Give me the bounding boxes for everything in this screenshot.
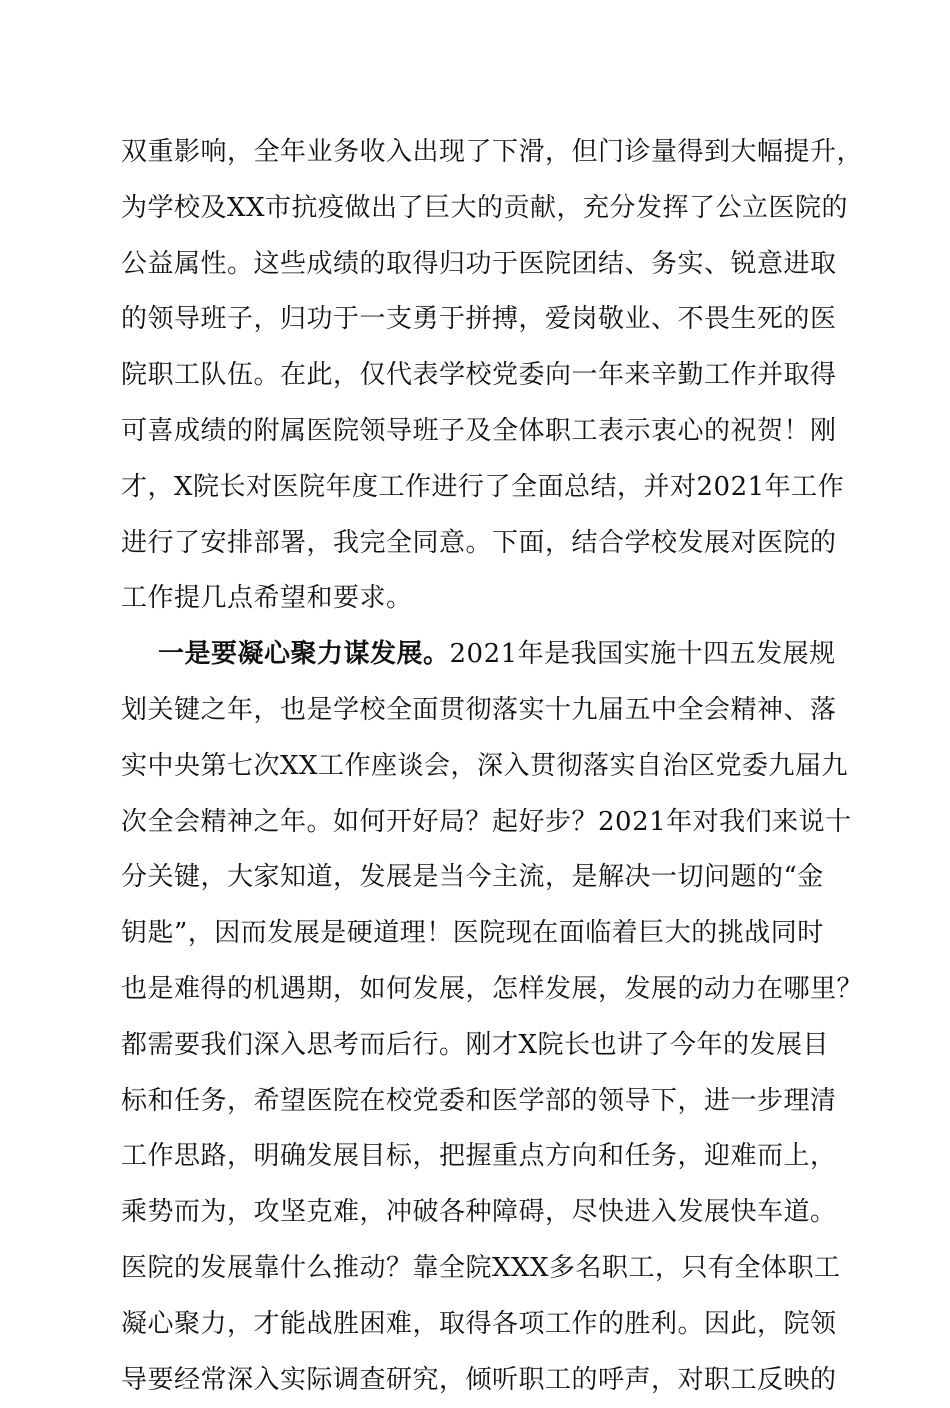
text-line: 进行了安排部署，我完全同意。下面，结合学校发展对医院的 xyxy=(121,527,837,558)
text-line: 为学校及XX市抗疫做出了巨大的贡献，充分发挥了公立医院的 xyxy=(121,192,849,223)
text-line: 划关键之年，也是学校全面贯彻落实十九届五中全会精神、落 xyxy=(121,694,837,725)
text-line: 次全会精神之年。如何开好局？起好步？2021年对我们来说十 xyxy=(121,806,852,837)
text-line: 凝心聚力，才能战胜困难，取得各项工作的胜利。因此，院领 xyxy=(121,1308,837,1339)
text-line: 可喜成绩的附属医院领导班子及全体职工表示衷心的祝贺！刚 xyxy=(121,415,837,446)
text-line: 导要经常深入实际调查研究，倾听职工的呼声，对职工反映的 xyxy=(121,1364,837,1395)
section-first-line-text: 2021年是我国实施十四五发展规 xyxy=(449,639,836,670)
text-line: 的领导班子，归功于一支勇于拼搏，爱岗敬业、不畏生死的医 xyxy=(121,304,837,335)
text-line: 双重影响，全年业务收入出现了下滑，但门诊量得到大幅提升， xyxy=(121,137,864,167)
text-line: 公益属性。这些成绩的取得归功于医院团结、务实、锐意进取 xyxy=(121,248,837,279)
text-line: 标和任务，希望医院在校党委和医学部的领导下，进一步理清 xyxy=(121,1085,837,1116)
text-line: 才，X院长对医院年度工作进行了全面总结，并对2021年工作 xyxy=(121,471,845,502)
text-line: 也是难得的机遇期，如何发展，怎样发展，发展的动力在哪里？ xyxy=(121,973,864,1004)
text-line: 分关键，大家知道，发展是当今主流，是解决一切问题的“金 xyxy=(121,862,824,893)
text-line: 工作思路，明确发展目标，把握重点方向和任务，迎难而上， xyxy=(121,1141,837,1172)
text-line: 都需要我们深入思考而后行。刚才X院长也讲了今年的发展目 xyxy=(121,1029,830,1060)
text-line: 实中央第七次XX工作座谈会，深入贯彻落实自治区党委九届九 xyxy=(121,750,849,781)
document-body xyxy=(121,125,864,1408)
section-heading: 一是要凝心聚力谋发展。 xyxy=(158,639,450,670)
text-line: 乘势而为，攻坚克难，冲破各种障碍，尽快进入发展快车道。 xyxy=(121,1197,837,1228)
text-line: 院职工队伍。在此，仅代表学校党委向一年来辛勤工作并取得 xyxy=(121,360,837,391)
text-line: 工作提几点希望和要求。 xyxy=(121,583,413,614)
text-line: 医院的发展靠什么推动？靠全院XXX多名职工，只有全体职工 xyxy=(121,1252,841,1283)
text-line: 钥匙”，因而发展是硬道理！医院现在面临着巨大的挑战同时 xyxy=(121,918,824,949)
section-first-line xyxy=(121,627,841,683)
